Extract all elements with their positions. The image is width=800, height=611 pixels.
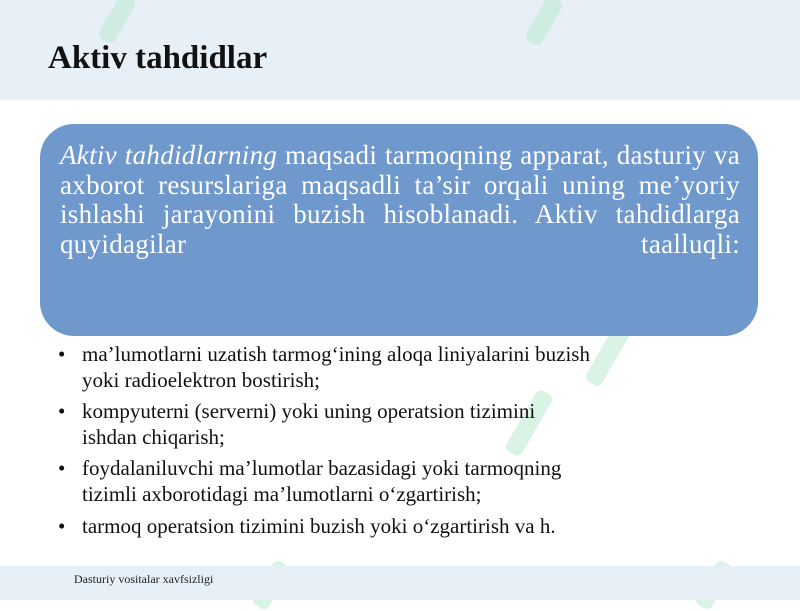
list-item-line: ishdan chiqarish; (82, 424, 225, 449)
list-item (56, 342, 736, 393)
bullet-icon: • (58, 399, 66, 424)
list-item-line: foydalaniluvchi ma’lumotlar bazasidagi yoki tarmoqning (82, 456, 562, 481)
definition-box (40, 124, 758, 336)
list-item (56, 399, 736, 450)
slide-title: Aktiv tahdidlar (48, 40, 268, 76)
footer-text: Dasturiy vositalar xavfsizligi (74, 572, 214, 586)
threat-list (56, 342, 736, 545)
list-item (56, 456, 736, 507)
list-item-line: yoki radioelektron bostirish; (82, 367, 320, 392)
list-item-line: tarmoq operatsion tizimini buzish yoki o‘zgartirish va h. (82, 513, 556, 538)
bullet-icon: • (58, 456, 66, 481)
list-item-line: kompyuterni (serverni) yoki uning operatsion tizimini (82, 399, 536, 424)
bullet-icon: • (58, 513, 66, 538)
list-item-line: ma’lumotlarni uzatish tarmog‘ining aloqa liniyalarini buzish (82, 342, 590, 366)
list-item (56, 514, 736, 540)
definition-body: maqsadi tarmoqning apparat, dasturiy va axborot resurslariga maqsadli ta’sir orqali uning me’yoriy ishlashi jarayonini buzish hisoblanadi. Aktiv tahdidlarga quyidagilar taalluqli: (60, 140, 740, 259)
list-item-line: tizimli axborotidagi ma’lumotlarni o‘zgartirish; (82, 481, 482, 506)
definition-term: Aktiv tahdidlarning (60, 140, 278, 170)
definition-text (60, 141, 740, 259)
bullet-icon: • (58, 342, 66, 366)
